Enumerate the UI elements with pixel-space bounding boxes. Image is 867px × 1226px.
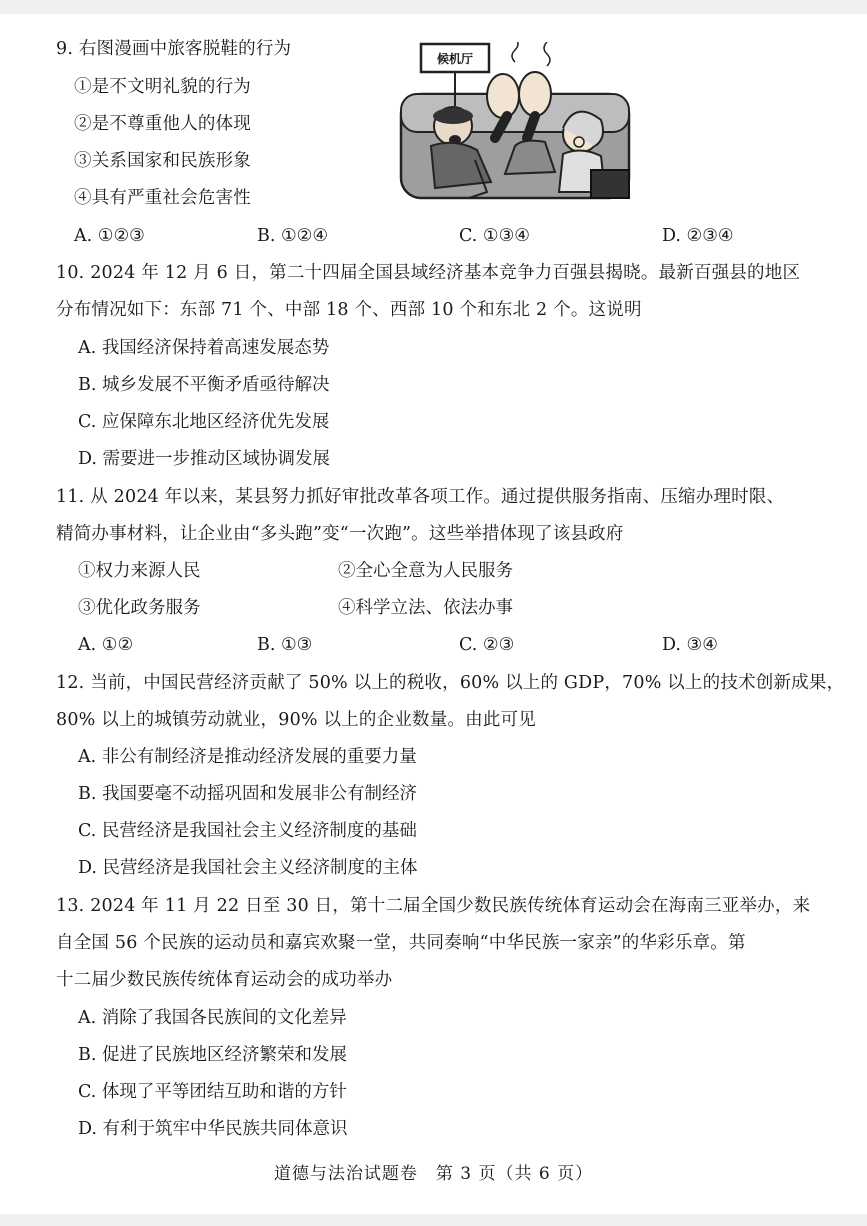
cartoon-sign-text: 候机厅	[436, 52, 474, 66]
q9-option-b: B. ①②④	[257, 226, 329, 246]
q11-option-c: C. ②③	[459, 635, 515, 655]
q12-option-d: D. 民营经济是我国社会主义经济制度的主体	[78, 858, 418, 878]
q12-option-c: C. 民营经济是我国社会主义经济制度的基础	[78, 821, 417, 841]
q10-option-a: A. 我国经济保持着高速发展态势	[78, 338, 330, 358]
q9-stem: 9. 右图漫画中旅客脱鞋的行为	[56, 39, 292, 59]
q9-statement-4: ④具有严重社会危害性	[74, 188, 251, 208]
q10-option-d: D. 需要进一步推动区域协调发展	[78, 449, 331, 469]
q9-option-c: C. ①③④	[459, 226, 530, 246]
top-margin-band	[0, 0, 867, 14]
q13-stem-line-3: 十二届少数民族传统体育运动会的成功举办	[56, 970, 393, 990]
q10-stem-line-2: 分布情况如下：东部 71 个、中部 18 个、西部 10 个和东北 2 个。这说明	[56, 300, 642, 320]
q9-option-a: A. ①②③	[74, 226, 145, 246]
page-footer: 道德与法治试题卷 第 3 页（共 6 页）	[273, 1164, 594, 1184]
q13-stem-line-1: 13. 2024 年 11 月 22 日至 30 日，第十二届全国少数民族传统体育运动会在海南三亚举办，来	[56, 896, 811, 916]
q12-stem-line-2: 80% 以上的城镇劳动就业，90% 以上的企业数量。由此可见	[56, 710, 536, 730]
q11-option-a: A. ①②	[78, 635, 134, 655]
q13-stem-line-2: 自全国 56 个民族的运动员和嘉宾欢聚一堂，共同奏响“中华民族一家亲”的华彩乐章。第	[56, 933, 746, 953]
q13-option-c: C. 体现了平等团结互助和谐的方针	[78, 1082, 347, 1102]
q11-statement-3: ③优化政务服务	[78, 598, 201, 618]
q12-option-b: B. 我国要毫不动摇巩固和发展非公有制经济	[78, 784, 417, 804]
q11-stem-line-1: 11. 从 2024 年以来，某县努力抓好审批改革各项工作。通过提供服务指南、压缩办理时限、	[56, 487, 785, 507]
q12-stem-line-1: 12. 当前，中国民营经济贡献了 50% 以上的税收，60% 以上的 GDP，70% 以上的技术创新成果，	[56, 673, 845, 693]
q10-option-c: C. 应保障东北地区经济优先发展	[78, 412, 330, 432]
q9-statement-3: ③关系国家和民族形象	[74, 151, 251, 171]
q10-option-b: B. 城乡发展不平衡矛盾亟待解决	[78, 375, 330, 395]
smell-lines	[512, 42, 518, 62]
bare-foot-right	[519, 72, 551, 116]
bare-foot-left	[487, 74, 519, 118]
q11-statement-1: ①权力来源人民	[78, 561, 201, 581]
q12-option-a: A. 非公有制经济是推动经济发展的重要力量	[78, 747, 417, 767]
q13-option-a: A. 消除了我国各民族间的文化差异	[78, 1008, 347, 1028]
q10-stem-line-1: 10. 2024 年 12 月 6 日，第二十四届全国县域经济基本竞争力百强县揭晓。最新百强县的地区	[56, 263, 801, 283]
q9-statement-2: ②是不尊重他人的体现	[74, 114, 251, 134]
q9-statement-1: ①是不文明礼貌的行为	[74, 77, 251, 97]
q11-statement-2: ②全心全意为人民服务	[338, 561, 513, 581]
suitcase-shape	[591, 170, 629, 198]
q11-option-d: D. ③④	[662, 635, 718, 655]
q11-stem-line-2: 精简办事材料，让企业由“多头跑”变“一次跑”。这些举措体现了该县政府	[56, 524, 624, 544]
q13-option-b: B. 促进了民族地区经济繁荣和发展	[78, 1045, 347, 1065]
q11-statement-4: ④科学立法、依法办事	[338, 598, 513, 618]
q9-option-d: D. ②③④	[662, 226, 734, 246]
q13-option-d: D. 有利于筑牢中华民族共同体意识	[78, 1119, 348, 1139]
traveler-shoes-off-cartoon	[395, 42, 635, 204]
bottom-margin-band	[0, 1214, 867, 1226]
q11-option-b: B. ①③	[257, 635, 313, 655]
